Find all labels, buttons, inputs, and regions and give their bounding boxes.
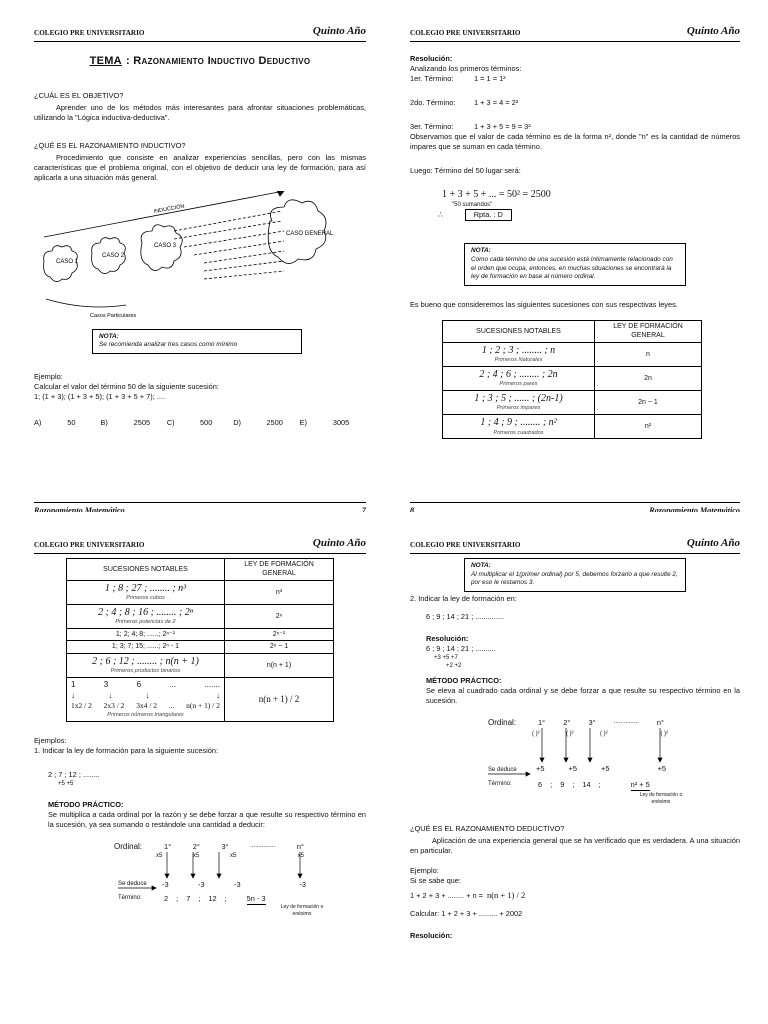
square-operator: ( )² (566, 731, 574, 737)
note-text: Al multiplicar el 1(primer ordinal) por 5, debemos forzarlo a que resulte 2, por eso le restamos 3. (471, 570, 678, 587)
formula-subscript: "50 sumandos" (452, 202, 493, 209)
triangular-fraction-row (71, 701, 220, 711)
term-value: 14 (582, 780, 591, 789)
grade-label: Quinto Año (686, 25, 740, 38)
table-row (67, 580, 334, 604)
page-8 (384, 0, 768, 512)
page-header (34, 534, 366, 554)
induction-diagram (34, 191, 366, 323)
down-arrow-icon: ↓ (108, 690, 113, 700)
law: n² (595, 415, 702, 439)
ordinal-value: n° (296, 842, 304, 852)
page-9 (0, 512, 384, 1024)
option-d-value: 2500 (266, 417, 283, 427)
sequence-name: Primeros pares (499, 381, 538, 388)
term-3-label: 3er. Término: (410, 121, 454, 131)
exercise-2-sequence: 6 ; 9 ; 14 ; 21 ; .............. (426, 611, 505, 621)
term-label: Término: (488, 781, 512, 787)
deduce-label: Se deduce (118, 881, 147, 888)
ordinal-value: 1° (164, 842, 172, 852)
gauss-formula (410, 890, 740, 901)
observation-text: Observamos que el valor de cada término es de la forma n², donde "n" es la cantidad de números impares que se suman en cada término. (410, 131, 740, 151)
square-operator: ( )² (532, 731, 540, 737)
sequences-table (66, 558, 334, 722)
table-row (67, 628, 334, 640)
question-inductive: ¿QUÉ ES EL RAZONAMIENTO INDUCTIVO? (34, 140, 186, 150)
option-c-value: 500 (200, 417, 213, 427)
ordinal-value: ............... (613, 719, 639, 725)
resolution-label-2: Resolución: (410, 931, 453, 941)
footer-subject: Razonamiento Matemático (649, 506, 740, 512)
term-values (538, 780, 650, 791)
triangular-arrow-row (71, 691, 220, 702)
note-title: NOTA: (471, 562, 491, 569)
note-title: NOTA: (99, 332, 119, 340)
ordinal-label: Ordinal: (488, 718, 517, 727)
first-differences: +3 +5 +7 (434, 654, 458, 661)
ordinal-diagram (34, 838, 366, 918)
sequence-name: Primeras potencias de 2 (115, 619, 176, 626)
law: 2n − 1 (595, 390, 702, 414)
table-row (443, 366, 702, 390)
sequence: 2 ; 6 ; 12 ; ........ ; n(n + 1) (92, 655, 199, 667)
page-7 (0, 0, 384, 512)
title-label: TEMA (89, 55, 122, 67)
table-row (67, 653, 334, 677)
sequence: 2 ; 4 ; 8 ; 16 ; ........ ; 2ⁿ (98, 606, 193, 618)
col-header-law: LEY DE FORMACIÓN GENERAL (595, 321, 702, 343)
term-3 (410, 122, 740, 132)
method-title: MÉTODO PRÁCTICO: (48, 800, 124, 810)
deduce-value: +5 (601, 764, 610, 773)
term-values (164, 894, 266, 905)
down-arrow-icon: ↓ (71, 690, 75, 700)
term-2-label: 2do. Término: (410, 97, 456, 107)
note-box (464, 243, 686, 286)
ordinal-value: 3° (588, 718, 596, 727)
deduce-value: -3 (198, 880, 205, 890)
option-b-letter: B) (100, 417, 108, 427)
term-label: Término: (118, 895, 142, 902)
tri-fraction: 3x4 / 2 (136, 701, 158, 711)
law-caption: Ley de formación o enésimo (280, 904, 324, 917)
tri-value: ... (169, 679, 177, 689)
general-term: n² + 5 (630, 780, 650, 789)
answer-row (438, 209, 740, 221)
general-term: 5n - 3 (246, 894, 266, 904)
tri-value: ....... (204, 679, 220, 689)
answer-box: Rpta. : D (465, 209, 512, 221)
school-name: COLEGIO PRE UNIVERSITARIO (410, 541, 521, 550)
examples-label: Ejemplos: (34, 736, 67, 746)
separator: ; (598, 780, 601, 789)
school-name: COLEGIO PRE UNIVERSITARIO (410, 29, 521, 38)
separator: ; (572, 780, 575, 789)
page-10 (384, 512, 768, 1024)
col-header-law: LEY DE FORMACIÓN GENERAL (225, 559, 334, 581)
exercise-1-diff: +5 +5 (58, 781, 74, 788)
deduce-label: Se deduce (488, 767, 517, 773)
answer-options (34, 418, 366, 428)
sequence: 1 ; 8 ; 27 ; ........ ; n³ (104, 582, 187, 594)
caso-1-label: CASO 1 (56, 258, 79, 265)
exercise-1-sequence: 2 ; 7 ; 12 ; ........ (48, 770, 100, 780)
term-value: 2 (164, 894, 169, 904)
note-box (464, 558, 686, 592)
law: 2n (595, 366, 702, 390)
grade-label: Quinto Año (312, 537, 366, 550)
term-1-label: 1er. Término: (410, 73, 454, 83)
law: 2ⁿ (225, 604, 334, 628)
paragraph-inductive: Procedimiento que consiste en analizar experiencias sencillas, pero con las mismas características que el problema original, con el objetivo de deducir una ley de formación, para así aplicarla a una situación más general. (34, 152, 366, 182)
down-arrow-icon: ↓ (145, 690, 150, 700)
note-title: NOTA: (471, 247, 491, 255)
example-label: Ejemplo: (410, 865, 439, 875)
example-label: Ejemplo: (34, 372, 63, 382)
sequence: 1 ; 3 ; 5 ; ...... ; (2n-1) (474, 392, 563, 404)
school-name: COLEGIO PRE UNIVERSITARIO (34, 29, 145, 38)
given-text: Si se sabe que: (410, 875, 461, 885)
deduce-value: -3 (162, 880, 169, 890)
exercise-2: 2. Indicar la ley de formación en: (410, 593, 517, 603)
option-e-value: 3005 (332, 417, 350, 427)
note-box (92, 329, 302, 354)
method-text: Se multiplica a cada ordinal por la razón y se debe forzar a que resulte su respectivo término en la sucesión, ya sea sumando o restándole una cantidad a deducir: (48, 810, 366, 830)
caso-2-label: CASO 2 (102, 252, 125, 259)
deduce-value: +5 (536, 764, 545, 773)
tri-value: 3 (103, 679, 109, 689)
deduce-value: +5 (657, 764, 666, 773)
ordinal-value: 3° (221, 842, 229, 852)
sequence-name: Primeros números triangulares (107, 711, 184, 718)
caso-3-label: CASO 3 (154, 242, 177, 249)
ordinal-value: 1° (538, 718, 546, 727)
note-text: Se recomienda analizar tres casos como mínimo (99, 341, 238, 349)
separator: ; (198, 894, 201, 904)
note-text: Como cada término de una sucesión está íntimamente relacionado con el orden que ocupa, entonces, en muchas situaciones se encontrará la ley de formación en base al número ordinal. (471, 256, 673, 281)
formula-left: 1 + 2 + 3 + ........ + n = (410, 890, 483, 900)
page-header (410, 22, 740, 42)
option-d-letter: D) (233, 417, 242, 427)
table-row (443, 415, 702, 439)
sequences-table (442, 320, 702, 439)
deduce-values (536, 764, 666, 774)
grade-label: Quinto Año (686, 537, 740, 550)
resolution-label: Resolución: (410, 54, 453, 63)
page-header (34, 22, 366, 42)
term-value: 12 (208, 894, 217, 904)
intro-text: Es bueno que consideremos las siguientes sucesiones con sus respectivas leyes. (410, 300, 678, 310)
option-a-value: 50 (67, 417, 76, 427)
question-deductive: ¿QUÉ ES EL RAZONAMIENTO DEDUCTIVO? (410, 824, 565, 833)
therefore-symbol: ∴ (438, 210, 443, 220)
tri-value: 1 (71, 679, 76, 689)
law: 2ⁿ⁻¹ (225, 628, 334, 640)
multiplier: x5 (230, 853, 237, 860)
tri-value: 6 (136, 679, 142, 689)
sequence-name: Primeros impares (496, 405, 541, 412)
separator: ; (550, 780, 553, 789)
multiplier: x5 (156, 853, 163, 860)
separator: ; (224, 894, 227, 904)
tri-fraction: 1x2 / 2 (71, 701, 92, 711)
option-b-value: 2505 (133, 417, 151, 427)
induction-arrow-label: INDUCCIÓN (153, 203, 186, 215)
school-name: COLEGIO PRE UNIVERSITARIO (34, 541, 145, 550)
separator: ; (176, 894, 179, 904)
sequence-name: Primeros productos binarios (110, 668, 181, 675)
page-footer (410, 502, 740, 512)
table-row (443, 342, 702, 366)
ordinal-value: 2° (192, 842, 200, 852)
calculate-text: Calcular: 1 + 2 + 3 + ......... + 2002 (410, 909, 523, 919)
square-operator: ( )² (660, 731, 668, 737)
sequence: 2 ; 4 ; 6 ; ........ ; 2n (479, 368, 558, 380)
table-row (67, 641, 334, 653)
example-sequence: 1; (1 + 3); (1 + 3 + 5); (1 + 3 + 5 + 7); .... (34, 391, 166, 401)
question-objective: ¿CUÁL ES EL OBJETIVO? (34, 90, 124, 100)
law: n(n + 1) / 2 (225, 677, 334, 721)
term-value: 9 (560, 780, 565, 789)
ordinal-value: ............... (250, 843, 276, 850)
law-caption: Ley de formación o enésimo (639, 792, 683, 805)
deduce-values (162, 880, 306, 890)
col-header-sequences: SUCESIONES NOTABLES (67, 559, 225, 581)
casos-particulares-label: Casos Particulares (90, 312, 137, 319)
law: n (595, 342, 702, 366)
title-text: : Razonamiento Inductivo Deductivo (125, 55, 311, 67)
resolution-sequence: 6 ; 9 ; 14 ; 21 ; .......... (426, 643, 496, 653)
term-3-value: 1 + 3 + 5 = 9 = 3² (474, 121, 531, 131)
grade-label: Quinto Año (312, 25, 366, 38)
ordinal-value: n° (656, 718, 664, 727)
term-value: 7 (186, 894, 191, 904)
exercise-1: 1. Indicar la ley de formación para la siguiente sucesión: (34, 746, 219, 756)
sequence: 1; 2; 4; 8; ......; 2ⁿ⁻¹ (67, 628, 225, 640)
caso-general-label: CASO GENERAL (286, 230, 334, 237)
table-row-triangular (67, 677, 334, 721)
page-number: 8 (410, 506, 415, 512)
down-arrow-icon: ↓ (216, 690, 220, 700)
law: n³ (225, 580, 334, 604)
page-header (410, 534, 740, 554)
deduce-value: +5 (568, 764, 577, 773)
square-operator: ( )² (600, 731, 608, 737)
resolution-label: Resolución: (426, 633, 469, 643)
luego-text: Luego: Término del 50 lugar será: (410, 165, 521, 175)
option-a-letter: A) (34, 417, 42, 427)
term-2 (410, 98, 740, 108)
analysis-line: Analizando los primeros términos: (410, 63, 522, 73)
sequence: 1 ; 2 ; 3 ; ........ ; n (481, 344, 556, 356)
formula: 1 + 3 + 5 + ... = 50² = 2500 (442, 188, 551, 200)
ordinal-value: 2° (563, 718, 571, 727)
option-c-letter: C) (166, 417, 175, 427)
sequence-name: Primeros Naturales (494, 357, 543, 364)
example-text: Calcular el valor del término 50 de la siguiente sucesión: (34, 382, 219, 391)
term-value: 6 (538, 780, 543, 789)
paragraph-deductive: Aplicación de una experiencia general que se ha verificado que es verdadera. A una situación en particular. (410, 835, 740, 855)
triangular-top-row (71, 680, 220, 691)
paragraph-objective: Aprender uno de los métodos más interesantes para afrontar situaciones problemáticas, utilizando la "Lógica inductiva-deductiva". (34, 102, 366, 122)
page-title (34, 54, 366, 69)
sequence: 1 ; 4 ; 9 ; ........ ; n² (480, 417, 557, 429)
term-2-value: 1 + 3 = 4 = 2² (474, 97, 519, 107)
option-e-letter: E) (299, 417, 308, 427)
sequence: 1; 3; 7; 15; ......; 2ⁿ - 1 (67, 641, 225, 653)
page-number: 7 (361, 506, 366, 512)
method-title: MÉTODO PRÁCTICO: (426, 676, 502, 686)
multiplier: x5 (297, 853, 304, 860)
page-footer (34, 502, 366, 512)
term-1-value: 1 = 1 = 1² (474, 73, 506, 83)
tri-fraction: ... (168, 701, 175, 711)
ordinal-label: Ordinal: (114, 842, 143, 852)
formula-right: n(n + 1) / 2 (486, 889, 526, 900)
tri-fraction: n(n + 1) / 2 (186, 701, 220, 711)
law: 2ⁿ − 1 (225, 641, 334, 653)
second-differences: +2 +2 (446, 662, 462, 669)
multiplier: x5 (193, 853, 200, 860)
col-header-sequences: SUCESIONES NOTABLES (443, 321, 595, 343)
sequence-name: Primeros cuadrados (493, 429, 544, 436)
ordinal-arrows (410, 712, 740, 812)
tri-fraction: 2x3 / 2 (103, 701, 125, 711)
deduce-value: -3 (299, 880, 306, 890)
footer-subject: Razonamiento Matemático (34, 506, 125, 512)
sequence-name: Primeros cubos (126, 595, 165, 602)
law: n(n + 1) (225, 653, 334, 677)
deduce-value: -3 (234, 880, 241, 890)
term-1 (410, 74, 740, 84)
table-row (443, 390, 702, 414)
method-text: Se eleva al cuadrado cada ordinal y se debe forzar a que resulte su respectivo término en la sucesión. (426, 686, 740, 706)
table-row (67, 604, 334, 628)
ordinal-diagram (410, 712, 740, 812)
induction-diagram-svg (34, 191, 366, 323)
